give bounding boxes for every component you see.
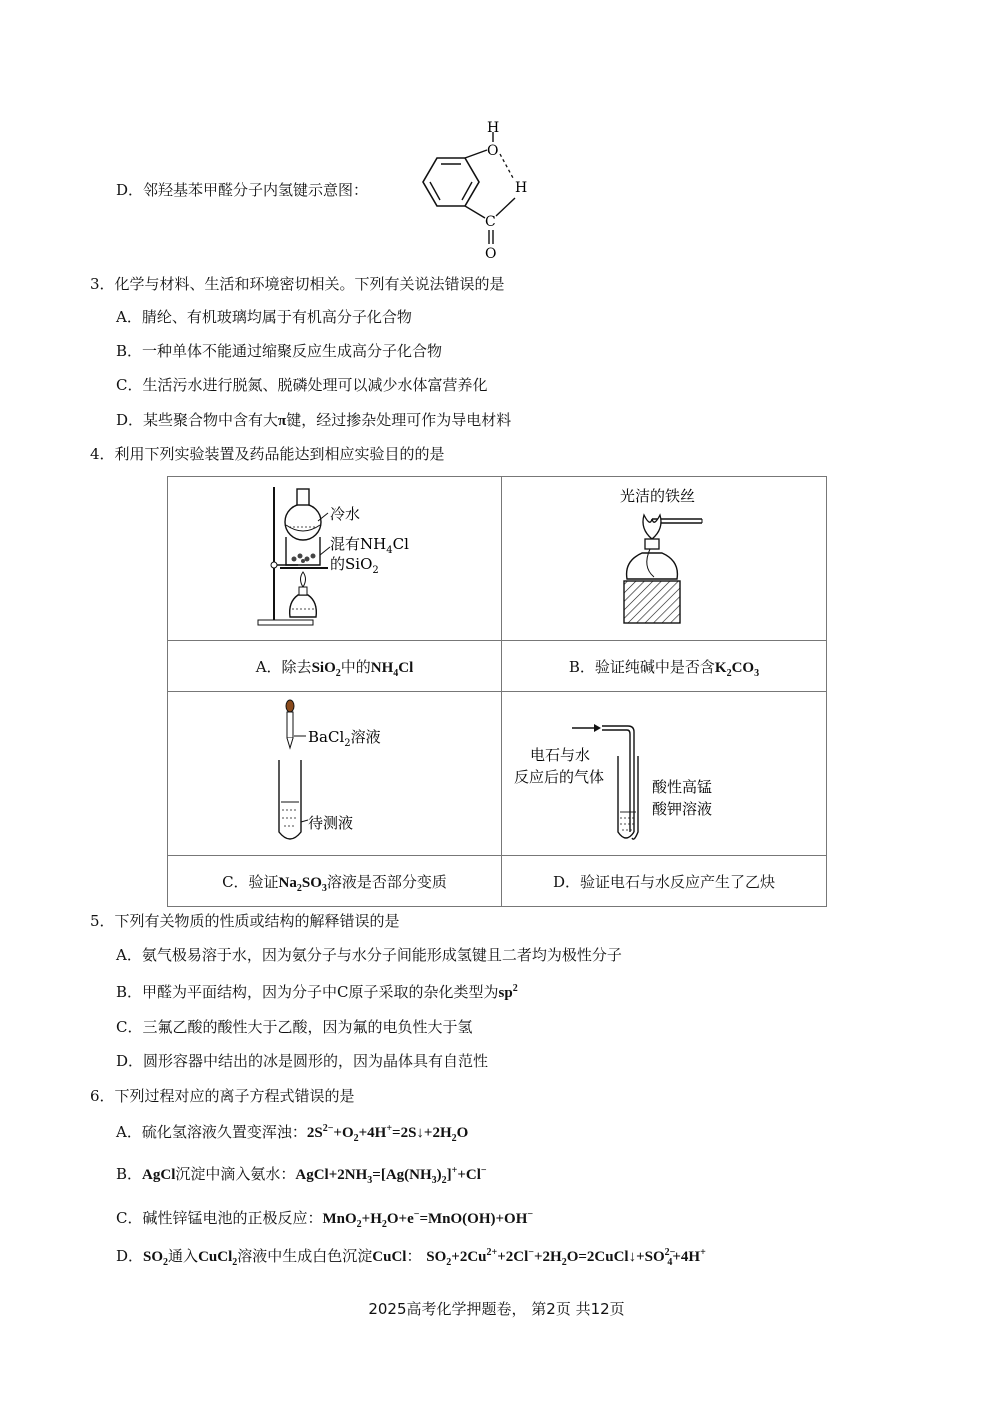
- q6-option-d: D．$SO_2$通入CuCl$_2$溶液中生成白色沉淀CuCl： $SO_2+2Cu^{2+}+2Cl^-+2H_2O=2CuCl↓+SO^{2-}_4+4H^+$: [116, 1247, 706, 1268]
- q4-stem: 4．利用下列实验装置及药品能达到相应实验目的的是: [90, 445, 445, 463]
- h-atom-top: H: [487, 120, 500, 136]
- caption-b: B．验证纯碱中是否含$K_2CO_3$: [502, 641, 827, 692]
- caption-a: A．除去SiO$_2$中的$NH_4Cl$: [168, 641, 502, 692]
- flame-test-apparatus-figure: [502, 477, 826, 640]
- h-atom-right: H: [515, 180, 528, 196]
- q3-option-a: A．腈纶、有机玻璃均属于有机高分子化合物: [116, 308, 412, 326]
- o-atom-top: O: [487, 143, 499, 159]
- ortho-hydroxybenzaldehyde-structure: [405, 118, 535, 263]
- label-mixture-line2: 的SiO$_2$: [330, 555, 379, 576]
- q4-options-table: [167, 476, 827, 907]
- q5-option-b: B．甲醛为平面结构，因为分子中C原子采取的杂化类型为$sp^2$: [116, 983, 518, 1001]
- q3-option-c: C．生活污水进行脱氮、脱磷处理可以减少水体富营养化: [116, 376, 488, 394]
- sublimation-apparatus-figure: [168, 477, 501, 640]
- q6-stem: 6．下列过程对应的离子方程式错误的是: [90, 1087, 355, 1105]
- label-kmno4-line1: 酸性高锰: [652, 778, 713, 796]
- q3-stem: 3．化学与材料、生活和环境密切相关。下列有关说法错误的是: [90, 275, 505, 293]
- label-iron-wire: 光洁的铁丝: [620, 487, 696, 505]
- test-tube-dropper-figure: [168, 692, 501, 855]
- apparatus-d: [502, 692, 826, 855]
- q5-option-c: C．三氟乙酸的酸性大于乙酸，因为氟的电负性大于氢: [116, 1018, 473, 1036]
- q5-option-d: D．圆形容器中结出的冰是圆形的，因为晶体具有自范性: [116, 1052, 489, 1070]
- q6-option-a: A．硫化氢溶液久置变浑浊：$2S^{2-}+O_2+4H^+=2S↓+2H_2O$: [116, 1123, 469, 1144]
- apparatus-a: [168, 477, 501, 640]
- apparatus-c: [168, 692, 501, 855]
- o-atom-bottom: O: [485, 246, 497, 262]
- q5-stem: 5．下列有关物质的性质或结构的解释错误的是: [90, 912, 400, 930]
- q2-option-d: D．邻羟基苯甲醛分子内氢键示意图：: [116, 181, 369, 199]
- label-bacl2: BaCl$_2$溶液: [308, 728, 381, 749]
- q6-option-b: B．AgCl沉淀中滴入氨水：$AgCl+2NH_3=[Ag(NH_3)_2]^++Cl^-$: [116, 1165, 487, 1186]
- label-gas-line1: 电石与水: [530, 746, 591, 764]
- label-cold-water: 冷水: [330, 505, 361, 523]
- label-gas-line2: 反应后的气体: [514, 768, 605, 786]
- label-kmno4-line2: 酸钾溶液: [652, 800, 713, 818]
- q3-option-b: B．一种单体不能通过缩聚反应生成高分子化合物: [116, 342, 443, 360]
- label-test-solution: 待测液: [308, 814, 354, 832]
- q5-option-a: A．氨气极易溶于水，因为氨分子与水分子间能形成氢键且二者均为极性分子: [116, 946, 622, 964]
- label-mixture-line1: 混有$NH_4Cl$: [330, 535, 409, 556]
- c-atom: C: [485, 214, 496, 230]
- q6-option-c: C．碱性锌锰电池的正极反应：$MnO_2+H_2O+e^-=MnO(OH)+OH^-$: [116, 1209, 534, 1230]
- gas-absorption-figure: [502, 692, 826, 855]
- page-footer: 2025高考化学押题卷， 第2页 共12页: [368, 1300, 625, 1318]
- caption-c: C．验证$Na_2SO_3$溶液是否部分变质: [168, 856, 502, 907]
- q3-option-d: D．某些聚合物中含有大π键，经过掺杂处理可作为导电材料: [116, 411, 512, 429]
- apparatus-b: [502, 477, 826, 640]
- caption-d: D．验证电石与水反应产生了乙炔: [502, 856, 827, 907]
